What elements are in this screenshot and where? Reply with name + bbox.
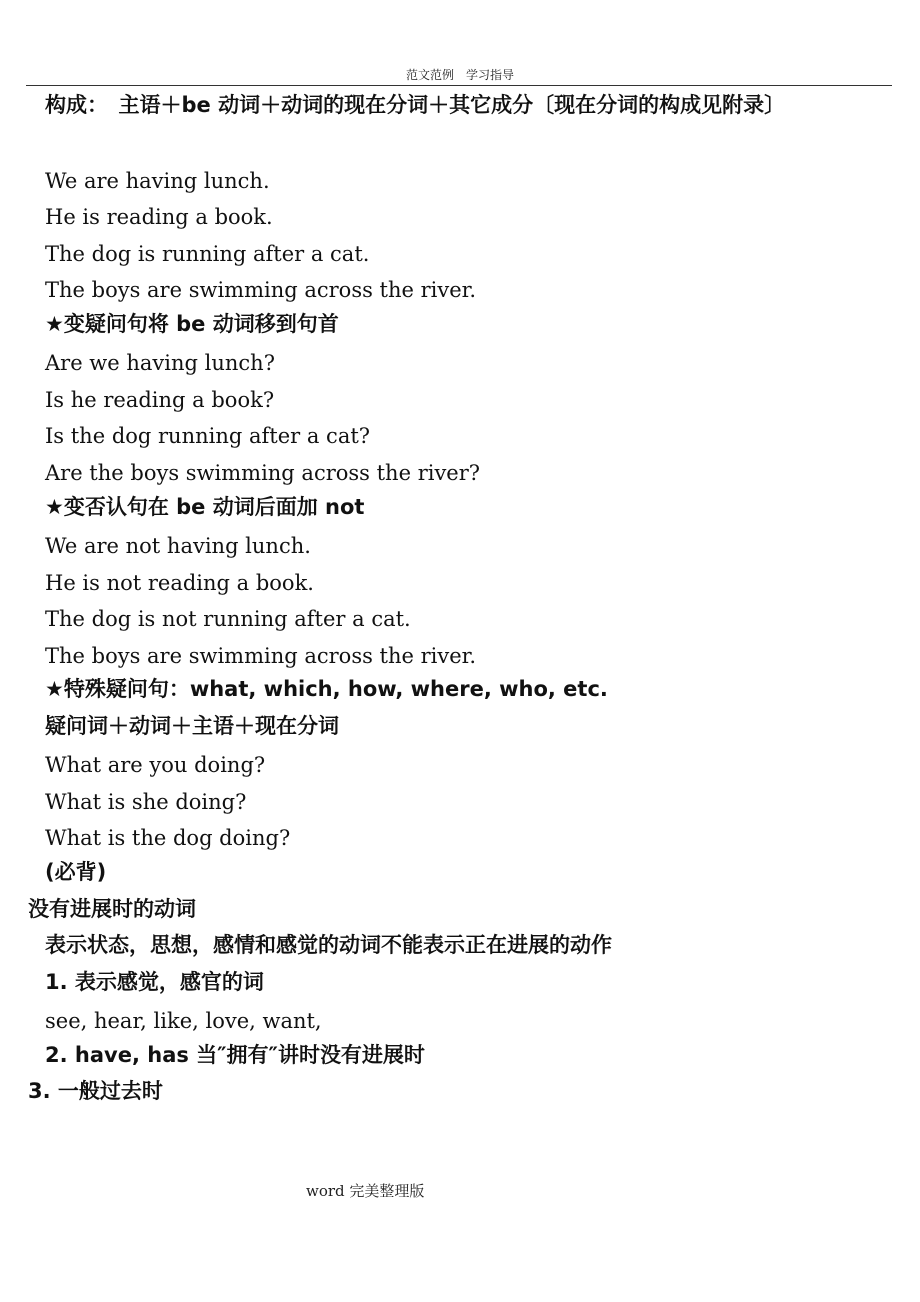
list-item: 1. 表示感觉，感官的词: [45, 970, 264, 994]
word-list: see, hear, like, love, want,: [45, 1009, 322, 1033]
structure-line: 构成： 主语＋be 动词＋动词的现在分词＋其它成分〔现在分词的构成见附录〕: [45, 93, 786, 117]
example-sentence: He is not reading a book.: [45, 571, 314, 595]
example-sentence: We are not having lunch.: [45, 534, 311, 558]
paragraph: 表示状态，思想，感情和感觉的动词不能表示正在进展的动作: [45, 933, 612, 957]
section-title-no-progressive: 没有进展时的动词: [28, 897, 196, 921]
example-sentence: Are the boys swimming across the river?: [45, 461, 481, 485]
page-header: 范文范例 学习指导: [405, 68, 514, 82]
example-sentence: What is she doing?: [45, 790, 247, 814]
example-sentence: The boys are swimming across the river.: [45, 644, 477, 668]
example-sentence: The dog is running after a cat.: [45, 242, 370, 266]
must-memorize-note: (必背): [45, 860, 107, 884]
page-footer: word 完美整理版: [306, 1182, 425, 1200]
list-item: 2. have, has 当″拥有″讲时没有进展时: [45, 1043, 425, 1067]
section-title-past-tense: 3. 一般过去时: [28, 1079, 163, 1103]
example-sentence: We are having lunch.: [45, 169, 270, 193]
example-sentence: He is reading a book.: [45, 205, 273, 229]
example-sentence: Is the dog running after a cat?: [45, 424, 371, 448]
wh-question-structure: 疑问词＋动词＋主语＋现在分词: [45, 714, 339, 738]
example-sentence: The dog is not running after a cat.: [45, 607, 411, 631]
section-heading-wh-question: ★特殊疑问句：what, which, how, where, who, etc.: [45, 677, 608, 701]
example-sentence: What are you doing?: [45, 753, 266, 777]
example-sentence: Are we having lunch?: [45, 351, 275, 375]
header-divider: [26, 85, 892, 86]
example-sentence: The boys are swimming across the river.: [45, 278, 477, 302]
section-heading-question: ★变疑问句将 be 动词移到句首: [45, 312, 339, 336]
section-heading-negative: ★变否认句在 be 动词后面加 not: [45, 495, 365, 519]
example-sentence: Is he reading a book?: [45, 388, 275, 412]
example-sentence: What is the dog doing?: [45, 826, 291, 850]
